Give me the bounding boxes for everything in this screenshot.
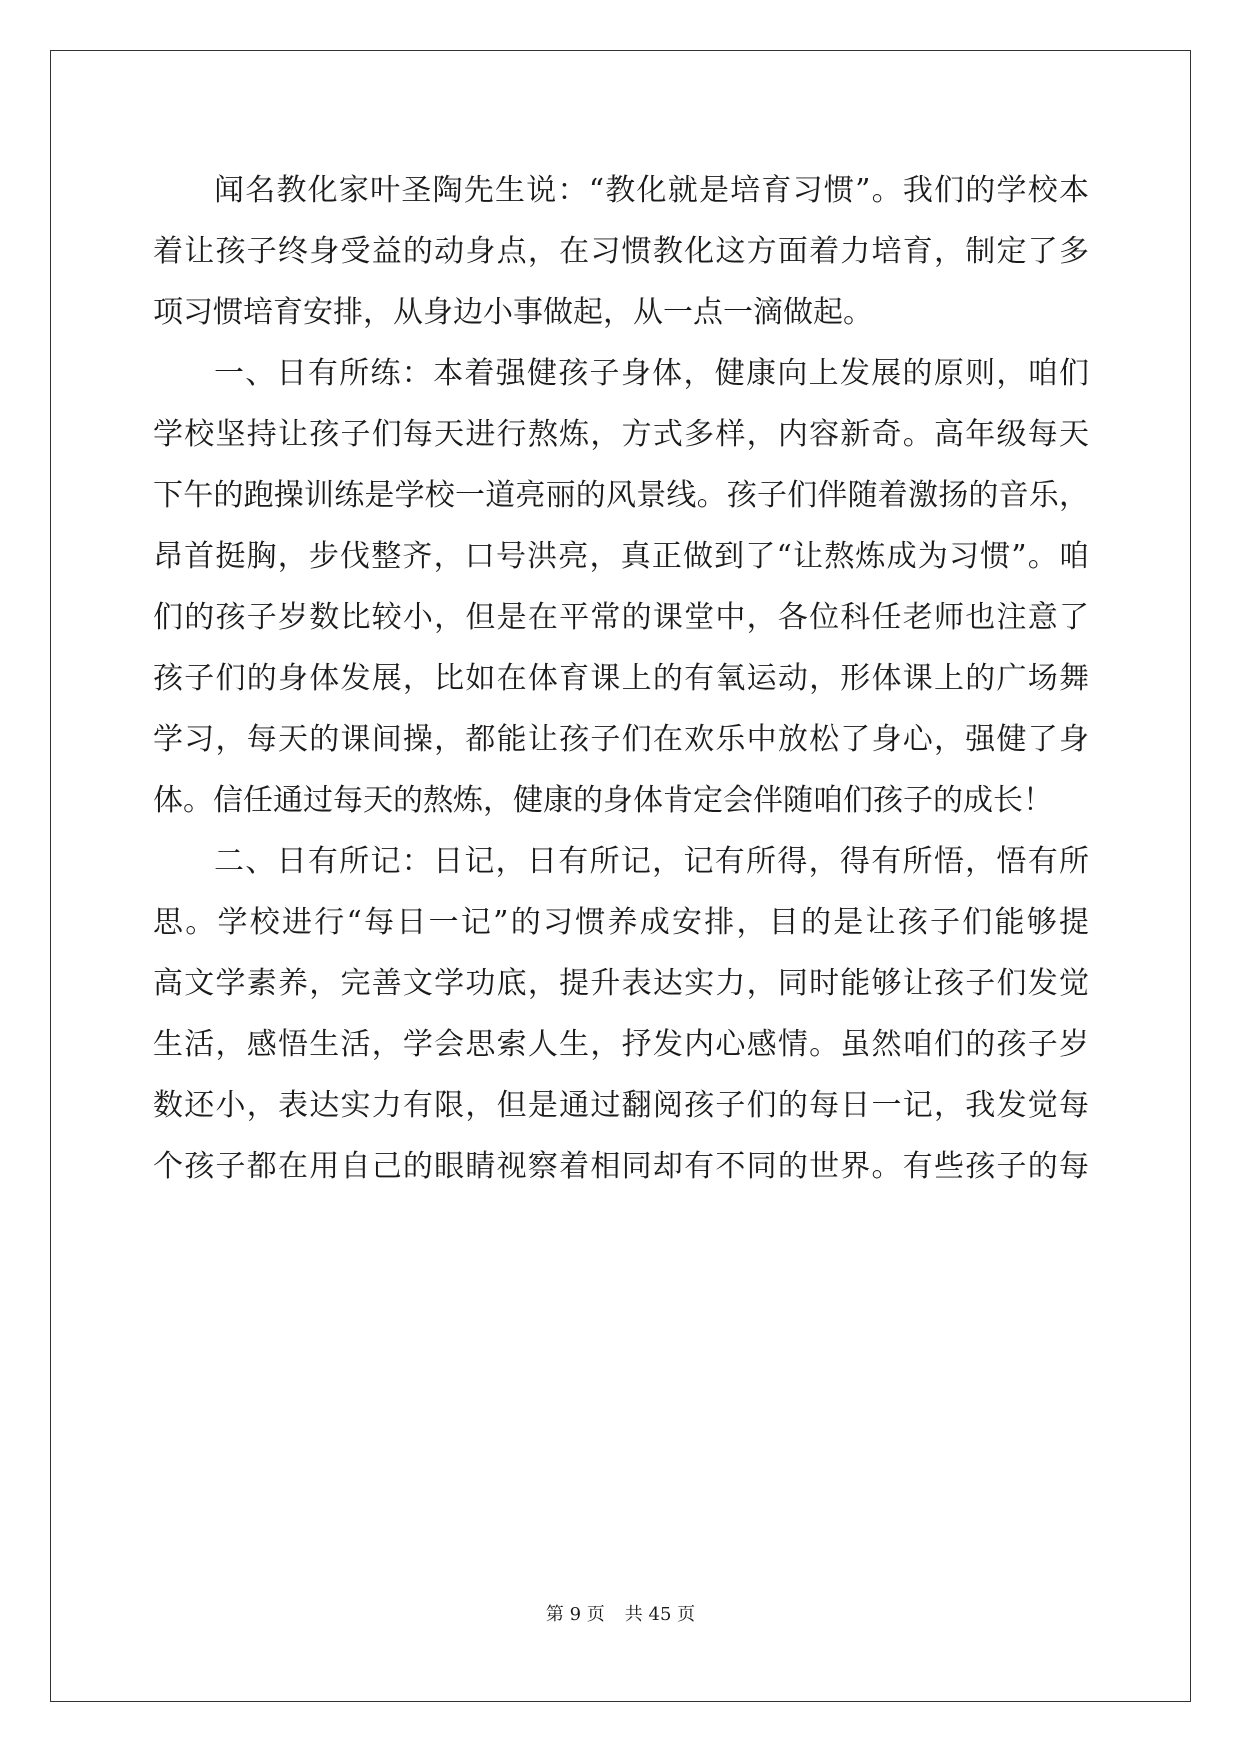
text-line: 生活，感悟生活，学会思索人生，抒发内心感情。虽然咱们的孩子岁 <box>153 1027 1089 1062</box>
text-line: 个孩子都在用自己的眼睛视察着相同却有不同的世界。有些孩子的每 <box>153 1149 1089 1184</box>
text-line: 孩子们的身体发展，比如在体育课上的有氧运动，形体课上的广场舞 <box>153 661 1089 696</box>
page-footer <box>0 1600 1241 1626</box>
paragraph <box>153 831 1089 1197</box>
text-line: 二、日有所记：日记，日有所记，记有所得，得有所悟，悟有所 <box>214 844 1089 879</box>
page-number: 第 9 页 <box>545 1604 605 1625</box>
text-line: 一、日有所练：本着强健孩子身体，健康向上发展的原则，咱们 <box>214 356 1089 391</box>
total-pages: 共 45 页 <box>624 1604 696 1625</box>
text-line: 学校坚持让孩子们每天进行熬炼，方式多样，内容新奇。高年级每天 <box>153 417 1089 452</box>
text-line: 高文学素养，完善文学功底，提升表达实力，同时能够让孩子们发觉 <box>153 966 1089 1001</box>
text-line: 闻名教化家叶圣陶先生说：“教化就是培育习惯”。我们的学校本 <box>214 173 1089 208</box>
paragraph <box>153 160 1089 343</box>
text-line: 项习惯培育安排，从身边小事做起，从一点一滴做起。 <box>153 295 873 330</box>
paragraph <box>153 343 1089 831</box>
text-line: 思。学校进行“每日一记”的习惯养成安排，目的是让孩子们能够提 <box>153 905 1089 940</box>
text-line: 着让孩子终身受益的动身点，在习惯教化这方面着力培育，制定了多 <box>153 234 1089 269</box>
text-line: 们的孩子岁数比较小，但是在平常的课堂中，各位科任老师也注意了 <box>153 600 1089 635</box>
text-line: 体。信任通过每天的熬炼，健康的身体肯定会伴随咱们孩子的成长！ <box>153 783 1053 818</box>
text-line: 昂首挺胸，步伐整齐，口号洪亮，真正做到了“让熬炼成为习惯”。咱 <box>153 539 1089 574</box>
text-line: 数还小，表达实力有限，但是通过翻阅孩子们的每日一记，我发觉每 <box>153 1088 1089 1123</box>
text-line: 学习，每天的课间操，都能让孩子们在欢乐中放松了身心，强健了身 <box>153 722 1089 757</box>
text-line: 下午的跑操训练是学校一道亮丽的风景线。孩子们伴随着激扬的音乐， <box>153 478 1089 513</box>
document-body <box>153 160 1089 1197</box>
